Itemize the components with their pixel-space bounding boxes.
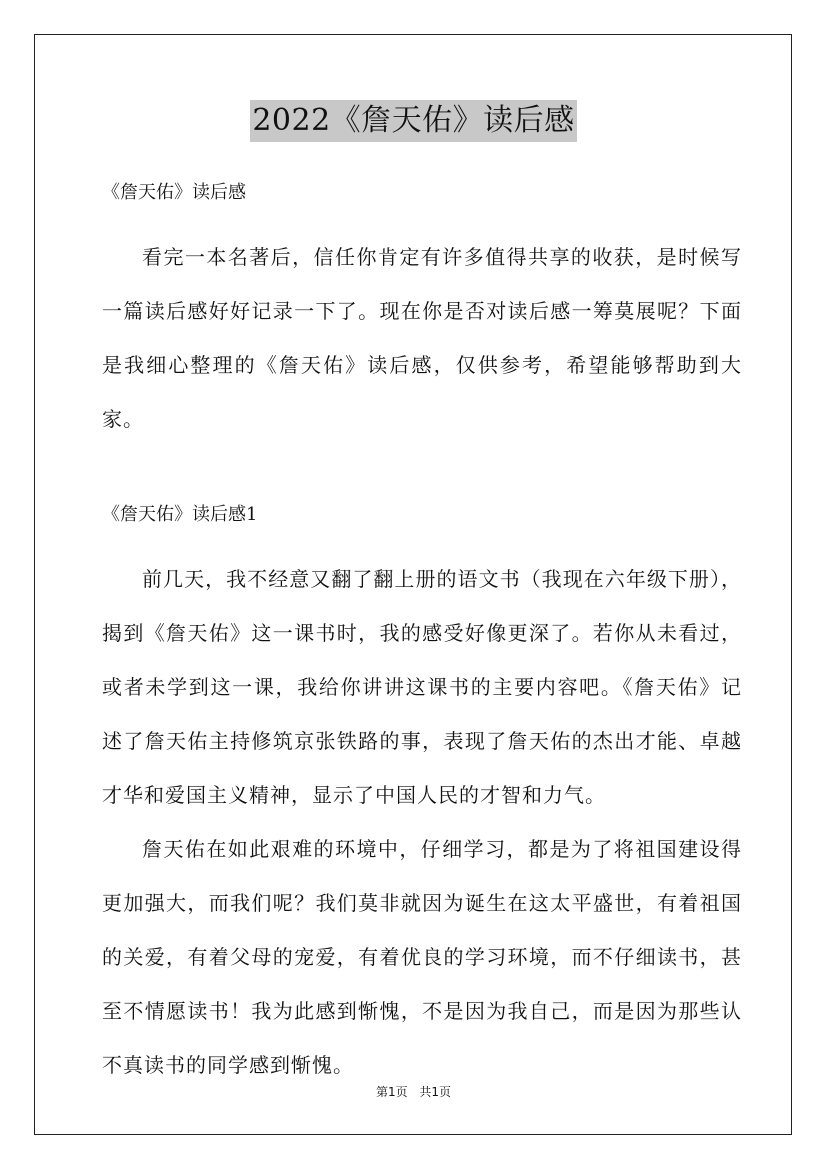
section-heading: 《詹天佑》读后感1 [102,504,258,525]
intro-heading: 《詹天佑》读后感 [102,182,246,203]
spacer [102,216,742,230]
body-paragraph-1: 前几天，我不经意又翻了翻上册的语文书（我现在六年级下册），揭到《詹天佑》这一课书时，我的感受好像更深了。若你从未看过，或者未学到这一课，我给你讲讲这课书的主要内容吧。《詹天佑》记述了詹天佑主持修筑京张铁路的事，表现了詹天佑的杰出才能、卓越才华和爱国主义精神，显示了中国人民的才智和力气。 [102,567,742,807]
document-title: 2022《詹天佑》读后感 [250,100,576,142]
page-number: 第1页 [375,1085,408,1099]
page-footer [0,1083,827,1100]
intro-paragraph: 看完一本名著后，信任你肯定有许多值得共享的收获，是时候写一篇读后感好好记录一下了。现在你是否对读后感一筹莫展呢？下面是我细心整理的《詹天佑》读后感，仅供参考，希望能够帮助到大家。 [102,245,742,431]
spacer [102,446,742,492]
document-body [102,170,742,1092]
body-paragraph-2: 詹天佑在如此艰难的环境中，仔细学习，都是为了将祖国建设得更加强大，而我们呢？我们莫非就因为诞生在这太平盛世，有着祖国的关爱，有着父母的宠爱，有着优良的学习环境，而不仔细读书，甚至不情愿读书！我为此感到惭愧，不是因为我自己，而是因为那些认不真读书的同学感到惭愧。 [102,837,742,1077]
page-total: 共1页 [419,1085,452,1099]
title-container [0,100,827,142]
spacer [102,538,742,552]
